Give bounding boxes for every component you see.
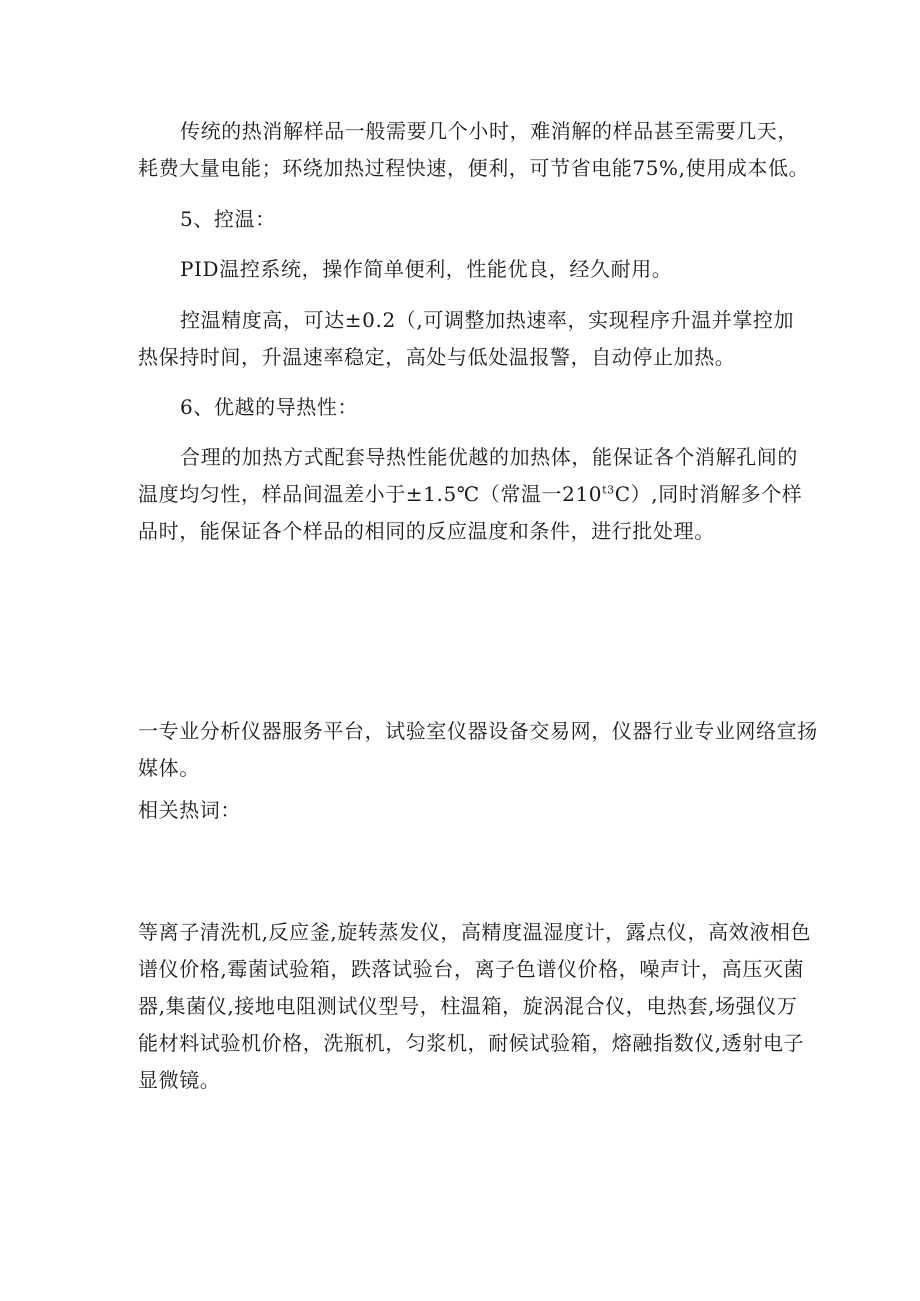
related-keywords-label: 相关热词： [138, 798, 241, 822]
keywords-line-5: 显微镜。 [138, 1068, 221, 1092]
paragraph-heating-line-3: 品时，能保证各个样品的相同的反应温度和条件，进行批处理。 [138, 519, 715, 543]
paragraph-heating-line-1: 合理的加热方式配套导热性能优越的加热体，能保证各个消解孔间的 [180, 445, 798, 469]
paragraph-pid-system: PID温控系统，操作简单便利，性能优良，经久耐用。 [180, 257, 673, 281]
paragraph-digestion-line-1: 传统的热消解样品一般需要几个小时，难消解的样品甚至需要几天， [180, 119, 798, 143]
heading-thermal-conductivity: 6、优越的导热性： [180, 395, 359, 419]
paragraph-digestion-line-2: 耗费大量电能；环绕加热过程快速，便利，可节省电能75%,使用成本低。 [138, 156, 810, 180]
paragraph-precision-line-2: 热保持时间，升温速率稳定，高处与低处温报警，自动停止加热。 [138, 345, 736, 369]
keywords-line-4: 能材料试验机价格，洗瓶机，匀浆机，耐候试验箱，熔融指数仪,透射电子 [138, 1031, 805, 1055]
paragraph-heating-line-2 [138, 481, 802, 507]
superscript-text: t3 [602, 483, 615, 497]
keywords-line-3: 器,集菌仪,接地电阻测试仪型号，柱温箱，旋涡混合仪，电热套,场强仪万 [138, 994, 798, 1018]
paragraph-heating-line-2-text-b: C）,同时消解多个样 [614, 482, 803, 506]
platform-description-line-1: 一专业分析仪器服务平台，试验室仪器设备交易网，仪器行业专业网络宣扬 [138, 719, 818, 743]
paragraph-precision-line-1: 控温精度高，可达±0.2（,可调整加热速率，实现程序升温并掌控加 [180, 308, 795, 332]
platform-description-line-2: 媒体。 [138, 756, 200, 780]
heading-temperature-control: 5、控温： [180, 207, 276, 231]
keywords-line-1: 等离子清洗机,反应釜,旋转蒸发仪，高精度温湿度计，露点仪，高效液相色 [138, 920, 812, 944]
keywords-line-2: 谱仪价格,霉菌试验箱，跌落试验台，离子色谱仪价格，噪声计，高压灭菌 [138, 957, 805, 981]
paragraph-heating-line-2-text-a: 温度均匀性，样品间温差小于±1.5℃（常温一210 [138, 482, 603, 506]
